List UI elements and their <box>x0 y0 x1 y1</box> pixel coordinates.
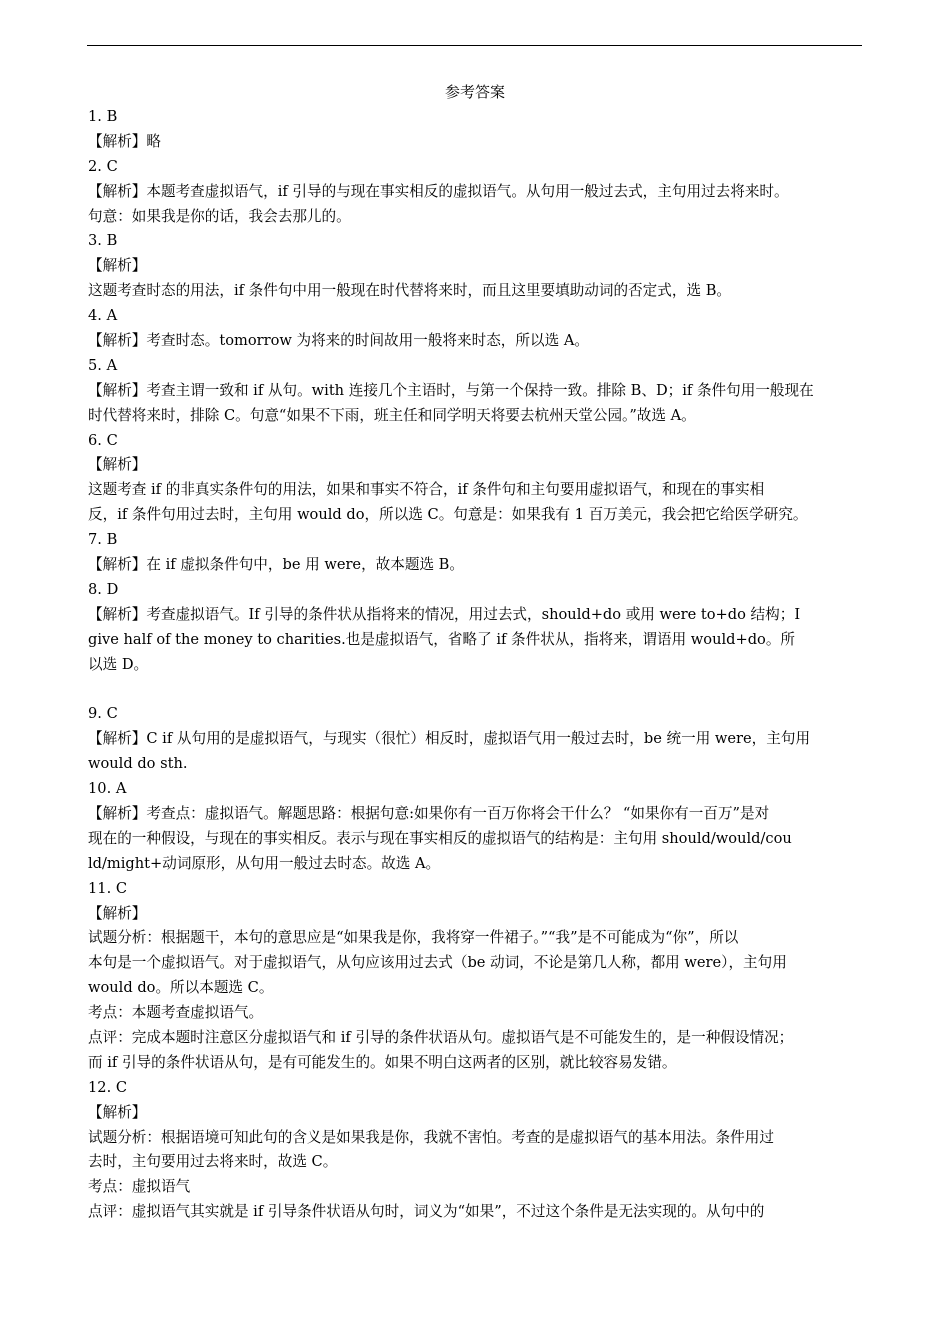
answer-text-body <box>88 105 863 1225</box>
text-line: 现在的一种假设，与现在的事实相反。表示与现在事实相反的虚拟语气的结构是：主句用 should/would/cou <box>88 829 792 847</box>
text-line: 以选 D。 <box>88 655 149 673</box>
text-line: 8. D <box>88 580 119 598</box>
text-line: 10. A <box>88 780 127 798</box>
text-line: 【解析】考查主谓一致和 if 从句。with 连接几个主语时，与第一个保持一致。排除 B、D；if 条件句用一般现在 <box>88 381 814 399</box>
text-line: 【解析】在 if 虚拟条件句中，be 用 were，故本题选 B。 <box>88 556 464 574</box>
text-line: 【解析】 <box>88 257 147 275</box>
text-line: 点评：虚拟语气其实就是 if 引导条件状语从句时，词义为“如果”，不过这个条件是无法实现的。从句中的 <box>88 1203 765 1221</box>
text-line: ld/might+动词原形，从句用一般过去时态。故选 A。 <box>88 854 441 872</box>
text-line: 4. A <box>88 307 118 325</box>
text-line: 3. B <box>88 232 118 250</box>
text-line: 9. C <box>88 705 118 723</box>
text-line: 6. C <box>88 431 118 449</box>
text-line: 1. B <box>88 108 118 125</box>
text-line: 【解析】 <box>88 1103 147 1121</box>
text-line: 试题分析：根据语境可知此句的含义是如果我是你，我就不害怕。考查的是虚拟语气的基本用法。条件用过 <box>88 1128 774 1146</box>
text-line: 而 if 引导的条件状语从句，是有可能发生的。如果不明白这两者的区别，就比较容易发错。 <box>88 1053 677 1071</box>
text-line: 5. A <box>88 356 118 374</box>
text-line: would do。所以本题选 C。 <box>88 979 274 997</box>
text-line: 【解析】考查虚拟语气。If 引导的条件状从指将来的情况，用过去式，should+do 或用 were to+do 结构；I <box>88 605 801 623</box>
text-line: 反，if 条件句用过去时，主句用 would do，所以选 C。句意是：如果我有 1 百万美元，我会把它给医学研究。 <box>88 506 808 524</box>
text-line: would do sth. <box>88 755 188 773</box>
text-line: 本句是一个虚拟语气。对于虚拟语气，从句应该用过去式（be 动词，不论是第几人称，都用 were），主句用 <box>88 954 787 972</box>
text-line: 【解析】 <box>88 456 147 474</box>
text-line: 【解析】考查点：虚拟语气。解题思路：根据句意:如果你有一百万你将会干什么？ “如果你有一百万”是对 <box>88 804 770 822</box>
page-title: 参考答案 <box>444 83 505 101</box>
text-line: 这题考查时态的用法，if 条件句中用一般现在时代替将来时，而且这里要填助动词的否定式，选 B。 <box>88 282 732 300</box>
text-line: 【解析】本题考查虚拟语气，if 引导的与现在事实相反的虚拟语气。从句用一般过去式，主句用过去将来时。 <box>88 182 789 200</box>
text-line: give half of the money to charities.也是虚拟语气，省略了 if 条件状从，指将来，谓语用 would+do。所 <box>88 630 796 648</box>
text-line: 12. C <box>88 1078 128 1096</box>
text-line: 去时，主句要用过去将来时，故选 C。 <box>88 1153 338 1171</box>
text-line: 7. B <box>88 531 118 549</box>
text-line: 【解析】 <box>88 904 147 922</box>
text-line: 【解析】略 <box>88 132 161 150</box>
text-line: 句意：如果我是你的话，我会去那儿的。 <box>88 207 351 225</box>
text-line: 时代替将来时，排除 C。句意“如果不下雨，班主任和同学明天将要去杭州天堂公园。”故选 A。 <box>88 406 696 424</box>
text-line: 考点：本题考查虚拟语气。 <box>88 1004 264 1022</box>
text-line: 点评：完成本题时注意区分虚拟语气和 if 引导的条件状语从句。虚拟语气是不可能发生的，是一种假设情况； <box>88 1028 794 1046</box>
blank-line <box>88 677 863 702</box>
text-line: 11. C <box>88 879 128 897</box>
text-line: 【解析】C if 从句用的是虚拟语气，与现实（很忙）相反时，虚拟语气用一般过去时，be 统一用 were，主句用 <box>88 730 811 748</box>
text-line: 2. C <box>88 157 118 175</box>
header-rule <box>87 45 862 46</box>
text-line: 试题分析：根据题干，本句的意思应是“如果我是你，我将穿一件裙子。”“我”是不可能成为“你”，所以 <box>88 929 739 947</box>
text-line: 【解析】考查时态。tomorrow 为将来的时间故用一般将来时态，所以选 A。 <box>88 332 589 350</box>
text-line: 考点：虚拟语气 <box>88 1178 191 1196</box>
text-line: 这题考查 if 的非真实条件句的用法，如果和事实不符合，if 条件句和主句要用虚拟语气，和现在的事实相 <box>88 481 765 499</box>
